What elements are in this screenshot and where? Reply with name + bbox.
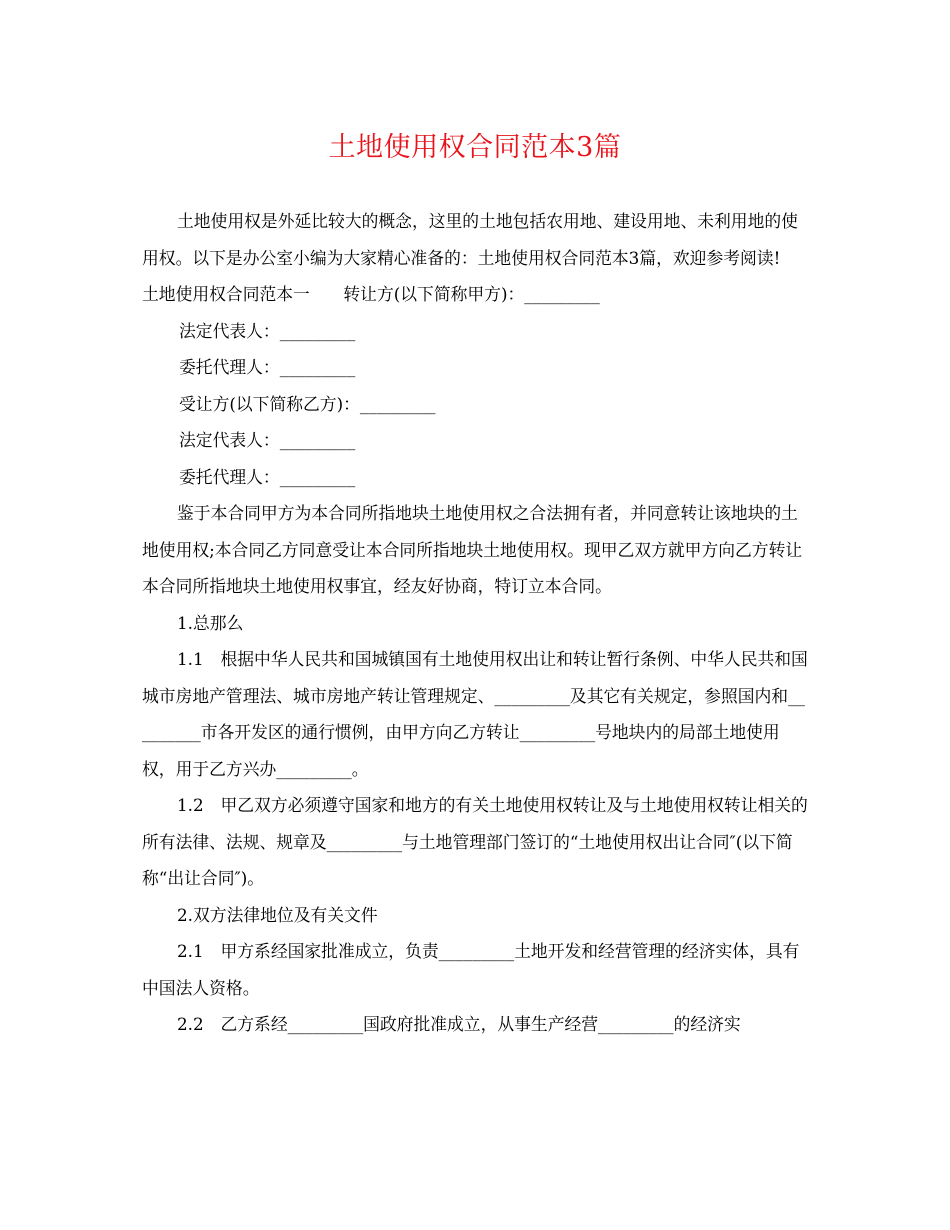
clause-1-1: 1.1 根据中华人民共和国城镇国有土地使用权出让和转让暂行条例、中华人民共和国城市房地产管理法、城市房地产转让管理规定、_________及其它有关规定，参照国内和_________市各开发区的通行惯例，由甲方向乙方转让_________号地块内的局部土地使用权，用于乙方兴办_________。 [142, 649, 808, 779]
transferor-legal-representative: 法定代表人：_________ [179, 320, 356, 341]
transferee-line: 受让方(以下简称乙方)：_________ [179, 393, 436, 414]
transferee-legal-representative: 法定代表人：_________ [179, 430, 356, 450]
intro-paragraph: 土地使用权是外延比较大的概念，这里的土地包括农用地、建设用地、未利用地的使用权。以下是办公室小编为大家精心准备的：土地使用权合同范本3篇，欢迎参考阅读! [142, 211, 798, 268]
section-1-heading: 1.总那么 [177, 612, 244, 633]
section-2-heading: 2.双方法律地位及有关文件 [177, 904, 378, 925]
clause-2-2: 2.2 乙方系经_________国政府批准成立，从事生产经营_________的经济实 [177, 1014, 741, 1034]
clause-2-1: 2.1 甲方系经国家批准成立，负责_________土地开发和经营管理的经济实体，具有中国法人资格。 [142, 941, 800, 998]
contract-heading-transferor: 土地使用权合同范本一 转让方(以下简称甲方)：_________ [142, 284, 600, 304]
transferee-agent: 委托代理人：_________ [179, 466, 356, 487]
document-body [142, 203, 808, 1043]
preamble-paragraph: 鉴于本合同甲方为本合同所指地块土地使用权之合法拥有者，并同意转让该地块的土地使用权;本合同乙方同意受让本合同所指地块土地使用权。现甲乙双方就甲方向乙方转让本合同所指地块土地使用权事宜，经友好协商，特订立本合同。 [142, 503, 803, 596]
document-title: 土地使用权合同范本3篇 [328, 132, 622, 163]
clause-1-2: 1.2 甲乙双方必须遵守国家和地方的有关土地使用权转让及与土地使用权转让相关的所有法律、法规、规章及_________与土地管理部门签订的“土地使用权出让合同″(以下简称“出让合同″)。 [142, 795, 808, 888]
transferor-agent: 委托代理人：_________ [179, 357, 356, 377]
